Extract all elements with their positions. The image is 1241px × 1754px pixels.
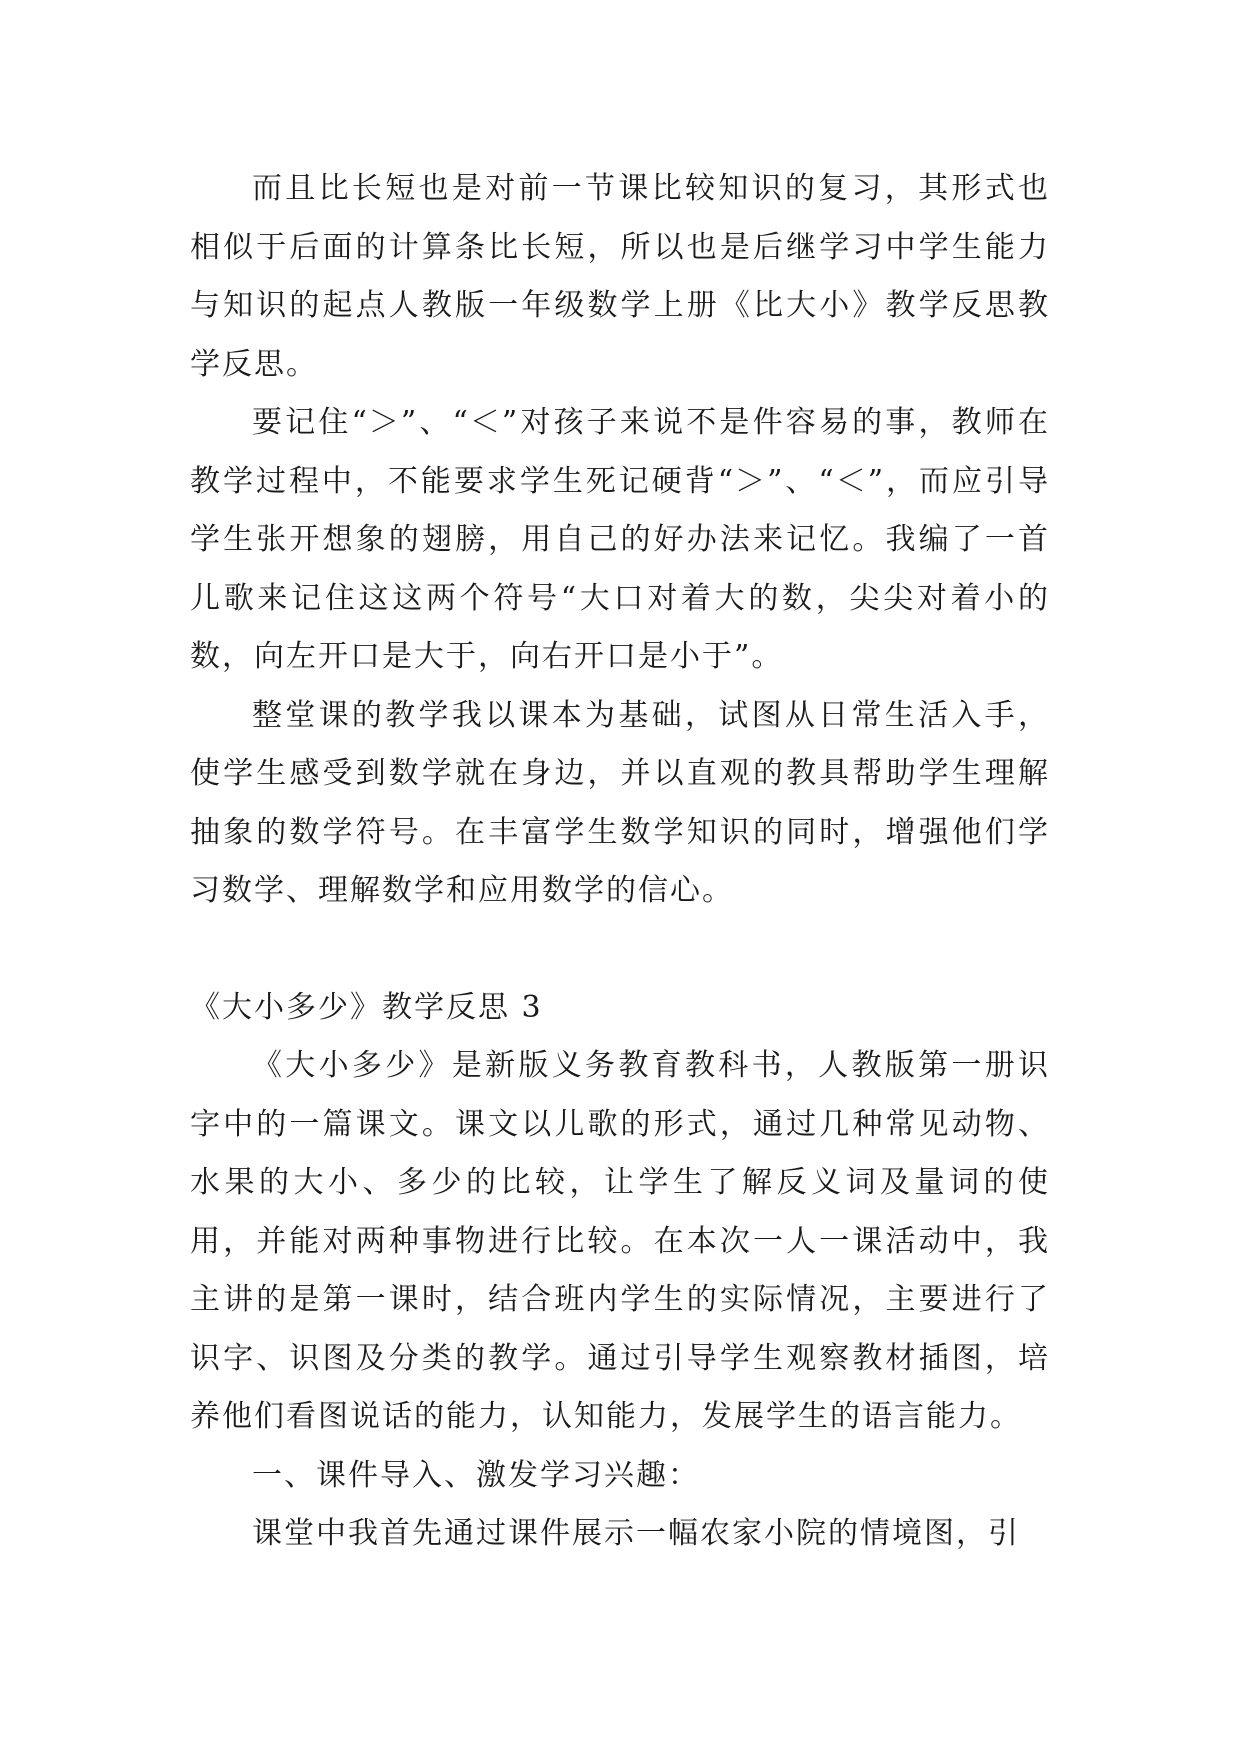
paragraph-symbol-memory: 要记住“＞”、“＜”对孩子来说不是件容易的事，教师在教学过程中，不能要求学生死记硬背“＞”、“＜”，而应引导学生张开想象的翅膀，用自己的好办法来记忆。我编了一首儿歌来记住这这两个符号“大口对着大的数，尖尖对着小的数，向左开口是大于，向右开口是小于”。	[190, 405, 1050, 674]
section-heading: 《大小多少》教学反思 3	[190, 989, 543, 1025]
section-spacer	[190, 921, 1050, 979]
document-body	[190, 160, 1050, 1564]
paragraph-lesson-summary: 整堂课的教学我以课本为基础，试图从日常生活入手，使学生感受到数学就在身边，并以直观的教具帮助学生理解抽象的数学符号。在丰富学生数学知识的同时，增强他们学习数学、理解数学和应用数学的信心。	[190, 697, 1050, 908]
paragraph-comparison-review: 而且比长短也是对前一节课比较知识的复习，其形式也相似于后面的计算条比长短，所以也是后继学习中学生能力与知识的起点人教版一年级数学上册《比大小》教学反思教学反思。	[190, 171, 1050, 382]
paragraph-text-introduction: 《大小多少》是新版义务教育教科书，人教版第一册识字中的一篇课文。课文以儿歌的形式，通过几种常见动物、水果的大小、多少的比较，让学生了解反义词及量词的使用，并能对两种事物进行比较。在本次一人一课活动中，我主讲的是第一课时，结合班内学生的实际情况，主要进行了识字、识图及分类的教学。通过引导学生观察教材插图，培养他们看图说话的能力，认知能力，发展学生的语言能力。	[190, 1048, 1050, 1434]
paragraph-subheading-courseware: 一、课件导入、激发学习兴趣：	[252, 1457, 700, 1493]
paragraph-courseware-start: 课堂中我首先通过课件展示一幅农家小院的情境图，引	[252, 1516, 1020, 1551]
